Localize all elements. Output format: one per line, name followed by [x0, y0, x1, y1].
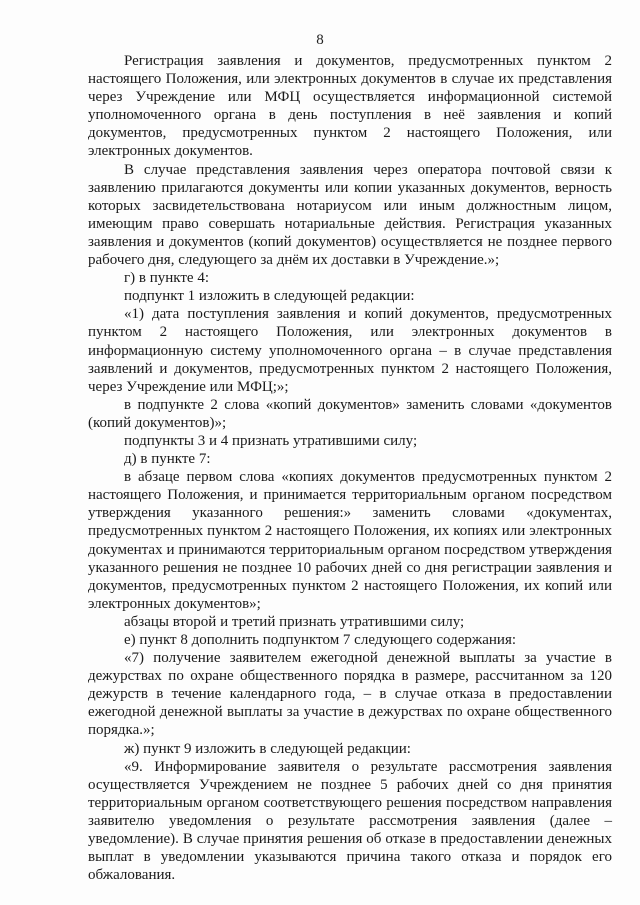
document-body — [88, 52, 612, 884]
paragraph-item-g: г) в пункте 4: — [124, 270, 210, 287]
paragraph-subitem-7-text: «7) получение заявителем ежегодной денежной выплаты за участие в дежурствах по охране общественного порядка в размере, рассчитанном за 120 дежурств в течение календарного года, – в случае отказа в предоставлении ежегодной денежной выплаты за участие в дежурствах по охране общественного порядка.»; — [88, 650, 612, 739]
paragraph-subitem-1-intro: подпункт 1 изложить в следующей редакции: — [124, 288, 415, 305]
paragraph-item-d-first-abzac: в абзаце первом слова «копиях документов предусмотренных пунктом 2 настоящего Положения, и принимается территориальным органом посредством утверждения указанного решения:» заменить словами «документах, предусмотренных пунктом 2 настоящего Положения, их копиях или электронных документах и принимаются территориальным органом посредством утверждения указанного решения не позднее 10 рабочих дней со дня регистрации заявления и документов, предусмотренных пунктом 2 настоящего Положения, их копий или электронных документов»; — [88, 469, 612, 612]
paragraph-registration: Регистрация заявления и документов, предусмотренных пунктом 2 настоящего Положения, или электронных документов в случае их представления через Учреждение или МФЦ осуществляется информационной системой уполномоченного органа в день поступления в неё заявления и копий документов, предусмотренных пунктом 2 настоящего Положения, или электронных документов. — [88, 53, 612, 160]
paragraph-abzacs-2-3: абзацы второй и третий признать утратившими силу; — [124, 613, 465, 630]
page-number: 8 — [316, 32, 324, 48]
paragraph-subitem-1-text: «1) дата поступления заявления и копий документов, предусмотренных пунктом 2 настоящего Положения, или электронных документов в информационную систему уполномоченного органа – в случае представления заявлений и документов, предусмотренных пунктом 2 настоящего Положения, через Учреждение или МФЦ;»; — [88, 306, 612, 395]
paragraph-subitems-3-4: подпункты 3 и 4 признать утратившими силу; — [124, 432, 418, 449]
paragraph-item-zh: ж) пункт 9 изложить в следующей редакции: — [124, 740, 411, 757]
paragraph-subitem-2: в подпункте 2 слова «копий документов» заменить словами «документов (копий документов)»; — [88, 396, 612, 431]
paragraph-postal: В случае представления заявления через оператора почтовой связи к заявлению прилагаются документы или копии указанных документов, верность которых засвидетельствована нотариусом или иным должностным лицом, имеющим право совершать нотариальные действия. Регистрация указанных заявления и документов (копий документов) осуществляется не позднее первого рабочего дня, следующего за днём их доставки в Учреждение.»; — [88, 161, 612, 269]
paragraph-item-9-text: «9. Информирование заявителя о результате рассмотрения заявления осуществляется Учреждением не позднее 5 рабочих дней со дня принятия территориальным органом соответствующего решения посредством направления заявителю уведомления о результате рассмотрения заявления (далее – уведомление). В случае принятия решения об отказе в предоставлении денежных выплат в уведомлении указываются причина такого отказа и порядок его обжалования. — [88, 758, 612, 884]
paragraph-item-d: д) в пункте 7: — [124, 451, 211, 468]
paragraph-item-e: е) пункт 8 дополнить подпунктом 7 следующего содержания: — [124, 632, 517, 648]
